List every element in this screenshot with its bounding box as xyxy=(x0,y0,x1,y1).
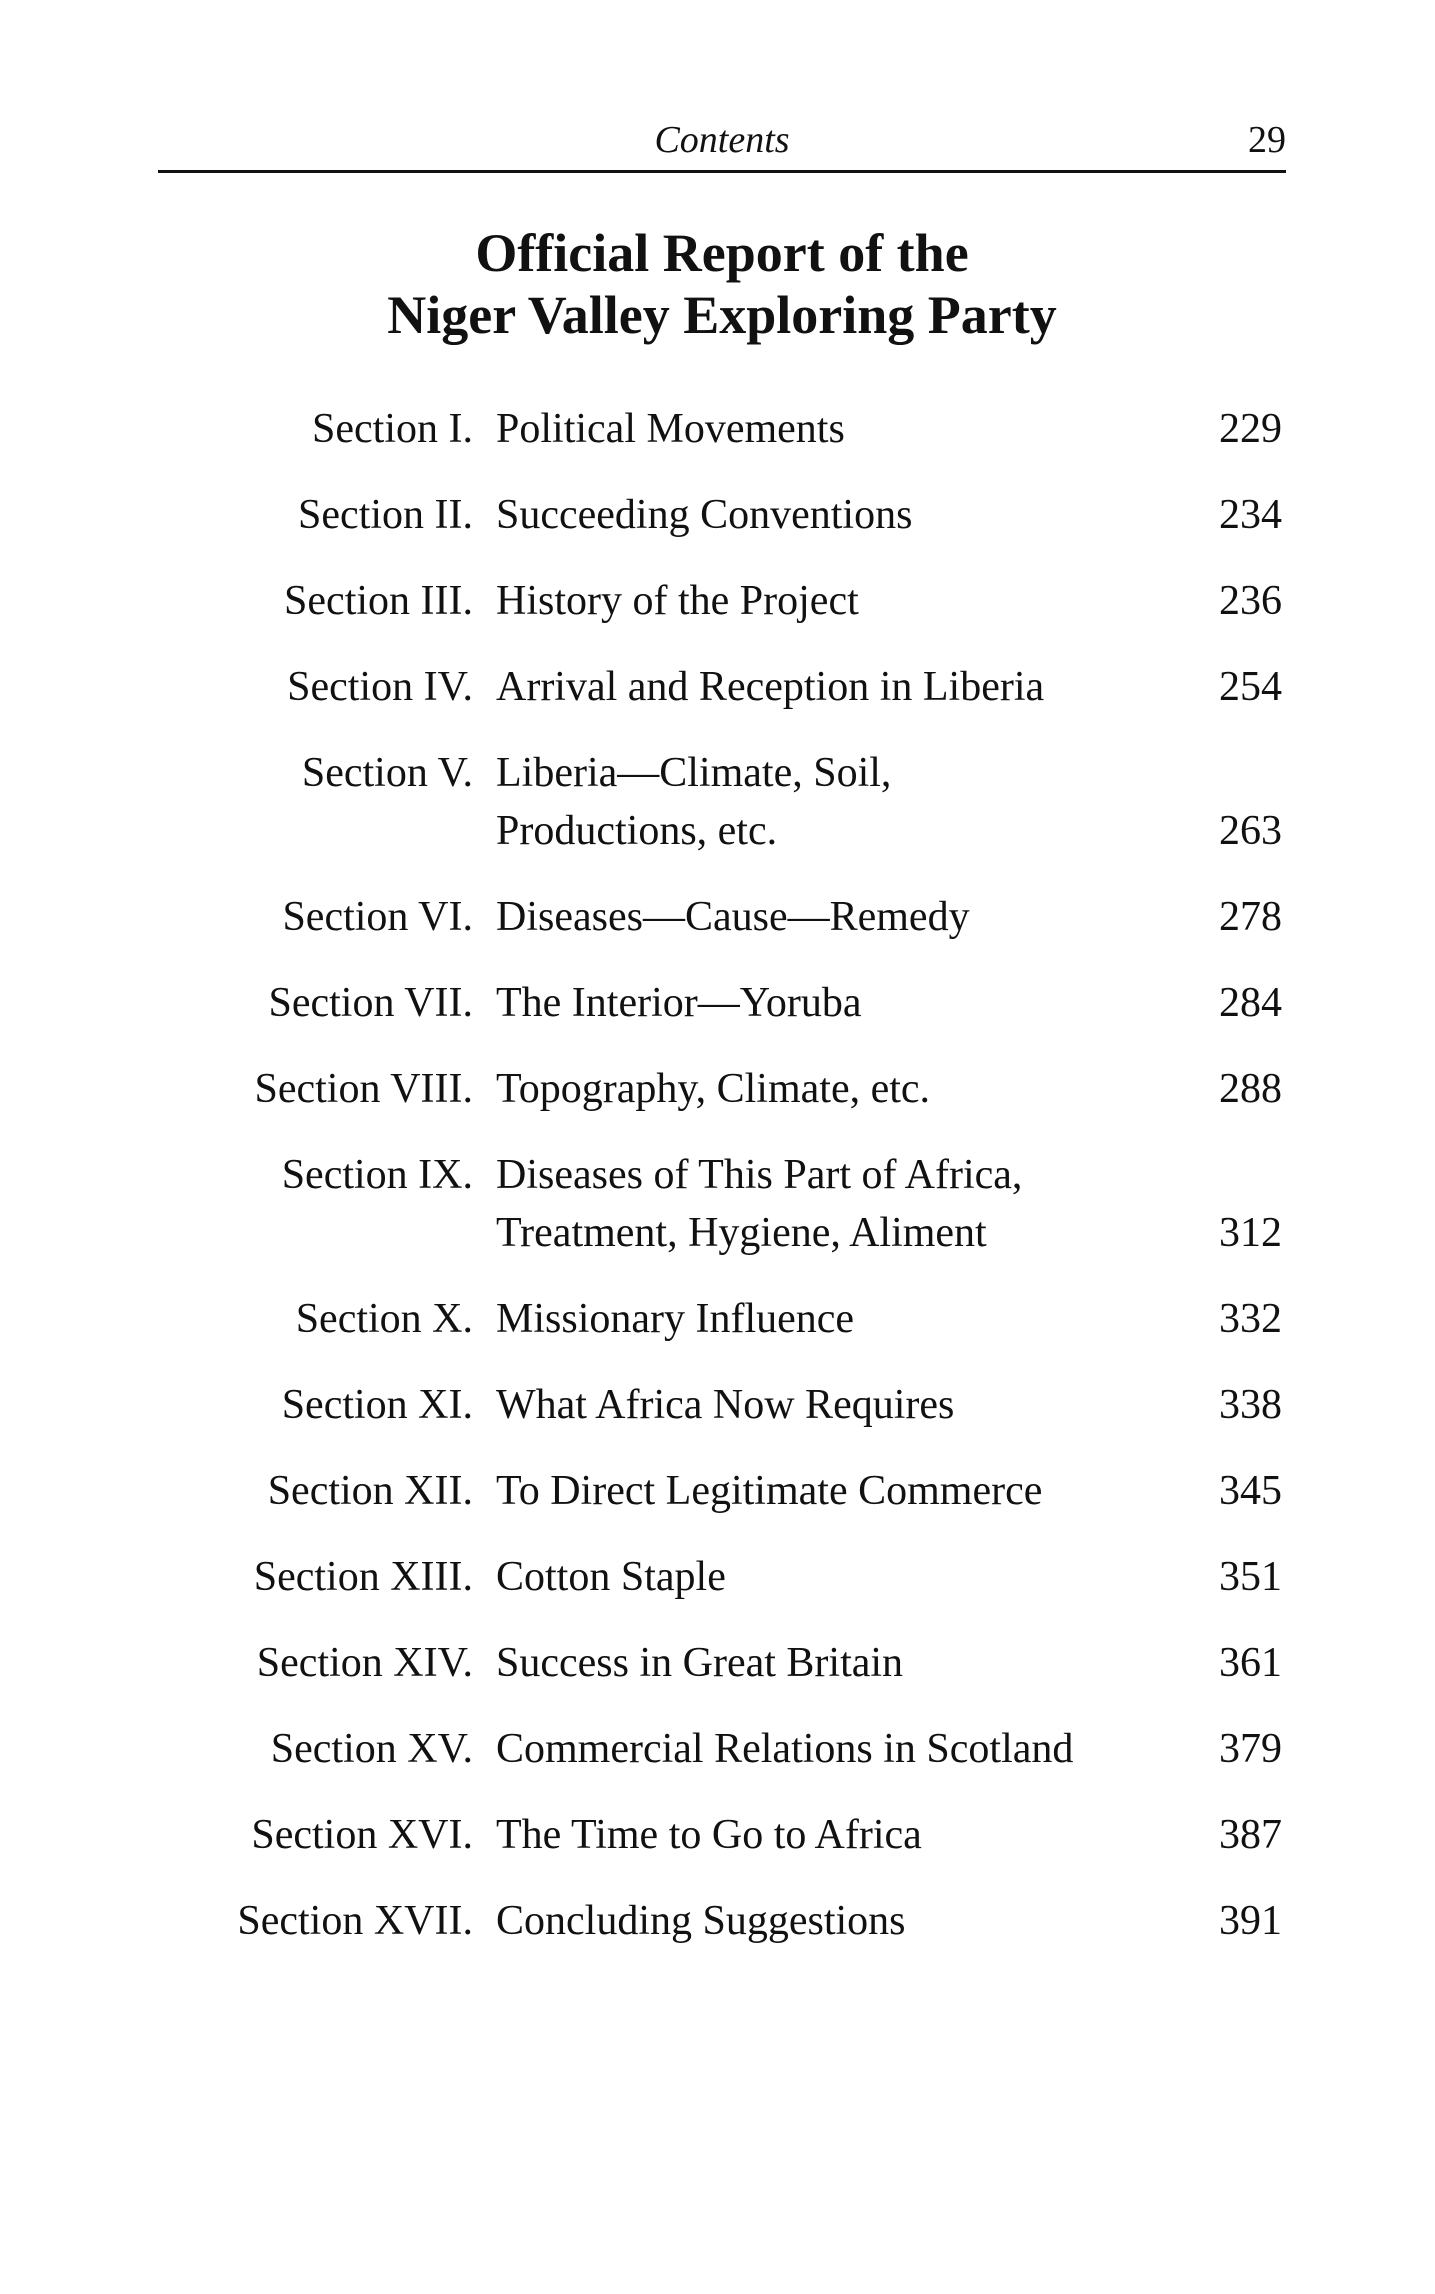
section-page-number: 379 xyxy=(1219,1726,1282,1772)
toc-entry xyxy=(0,572,1435,630)
section-label: Section XVI. xyxy=(251,1812,473,1858)
section-title: Cotton Staple xyxy=(496,1554,726,1600)
section-label: Section II. xyxy=(298,492,473,538)
section-label: Section XII. xyxy=(267,1468,473,1514)
section-label: Section XIII. xyxy=(253,1554,473,1600)
toc-entry xyxy=(0,1462,1435,1520)
section-title: To Direct Legitimate Commerce xyxy=(496,1468,1043,1514)
section-title: Arrival and Reception in Liberia xyxy=(496,664,1045,710)
section-title: History of the Project xyxy=(496,578,859,624)
section-title: The Interior—Yoruba xyxy=(496,980,862,1026)
section-page-number: 387 xyxy=(1219,1812,1282,1858)
report-title-line-1: Official Report of the xyxy=(475,223,969,283)
section-page-number: 338 xyxy=(1219,1382,1282,1428)
section-title: Success in Great Britain xyxy=(496,1640,904,1686)
section-title: Concluding Suggestions xyxy=(496,1898,906,1944)
section-label: Section VII. xyxy=(268,980,473,1026)
section-page-number: 229 xyxy=(1219,406,1282,452)
section-title: Topography, Climate, etc. xyxy=(496,1066,931,1112)
section-title: Diseases of This Part of Africa, Treatment, Hygiene, Aliment xyxy=(496,1152,1023,1256)
toc-entry xyxy=(0,744,1435,860)
toc-entry xyxy=(0,1146,1435,1262)
section-label: Section VI. xyxy=(282,894,473,940)
report-title xyxy=(158,222,1286,346)
toc-entry xyxy=(0,1634,1435,1692)
toc-entry xyxy=(0,486,1435,544)
section-page-number: 278 xyxy=(1219,894,1282,940)
section-label: Section XV. xyxy=(270,1726,473,1772)
section-title: Succeeding Conventions xyxy=(496,492,913,538)
toc-entry xyxy=(0,974,1435,1032)
section-page-number: 263 xyxy=(1219,808,1282,854)
section-title: Missionary Influence xyxy=(496,1296,855,1342)
section-title: Diseases—Cause—Remedy xyxy=(496,894,970,940)
section-page-number: 391 xyxy=(1219,1898,1282,1944)
section-label: Section XIV. xyxy=(256,1640,473,1686)
running-title: Contents xyxy=(654,119,790,161)
toc-entry xyxy=(0,888,1435,946)
section-label: Section VIII. xyxy=(254,1066,473,1112)
page-number: 29 xyxy=(1248,119,1286,161)
toc-entry xyxy=(0,1376,1435,1434)
section-page-number: 351 xyxy=(1219,1554,1282,1600)
section-page-number: 254 xyxy=(1219,664,1282,710)
section-page-number: 332 xyxy=(1219,1296,1282,1342)
toc-entry xyxy=(0,1060,1435,1118)
section-title: Political Movements xyxy=(496,406,845,452)
section-page-number: 312 xyxy=(1219,1210,1282,1256)
section-label: Section XI. xyxy=(281,1382,473,1428)
section-label: Section III. xyxy=(284,578,473,624)
section-label: Section IX. xyxy=(281,1152,473,1198)
section-title: What Africa Now Requires xyxy=(496,1382,955,1428)
section-title: The Time to Go to Africa xyxy=(496,1812,922,1858)
toc-entry xyxy=(0,400,1435,458)
toc-entry xyxy=(0,1548,1435,1606)
table-of-contents xyxy=(0,400,1435,1978)
toc-entry xyxy=(0,1892,1435,1950)
report-title-line-2: Niger Valley Exploring Party xyxy=(387,285,1057,345)
section-page-number: 288 xyxy=(1219,1066,1282,1112)
section-page-number: 236 xyxy=(1219,578,1282,624)
toc-entry xyxy=(0,1720,1435,1778)
section-page-number: 345 xyxy=(1219,1468,1282,1514)
toc-entry xyxy=(0,1806,1435,1864)
section-title: Liberia—Climate, Soil, Productions, etc. xyxy=(496,750,892,854)
section-page-number: 361 xyxy=(1219,1640,1282,1686)
toc-entry xyxy=(0,658,1435,716)
section-label: Section I. xyxy=(312,406,473,452)
section-title: Commercial Relations in Scotland xyxy=(496,1726,1074,1772)
section-label: Section XVII. xyxy=(237,1898,473,1944)
section-label: Section X. xyxy=(295,1296,473,1342)
toc-entry xyxy=(0,1290,1435,1348)
section-page-number: 234 xyxy=(1219,492,1282,538)
section-page-number: 284 xyxy=(1219,980,1282,1026)
section-label: Section IV. xyxy=(287,664,473,710)
section-label: Section V. xyxy=(301,750,473,796)
running-header xyxy=(158,112,1286,173)
